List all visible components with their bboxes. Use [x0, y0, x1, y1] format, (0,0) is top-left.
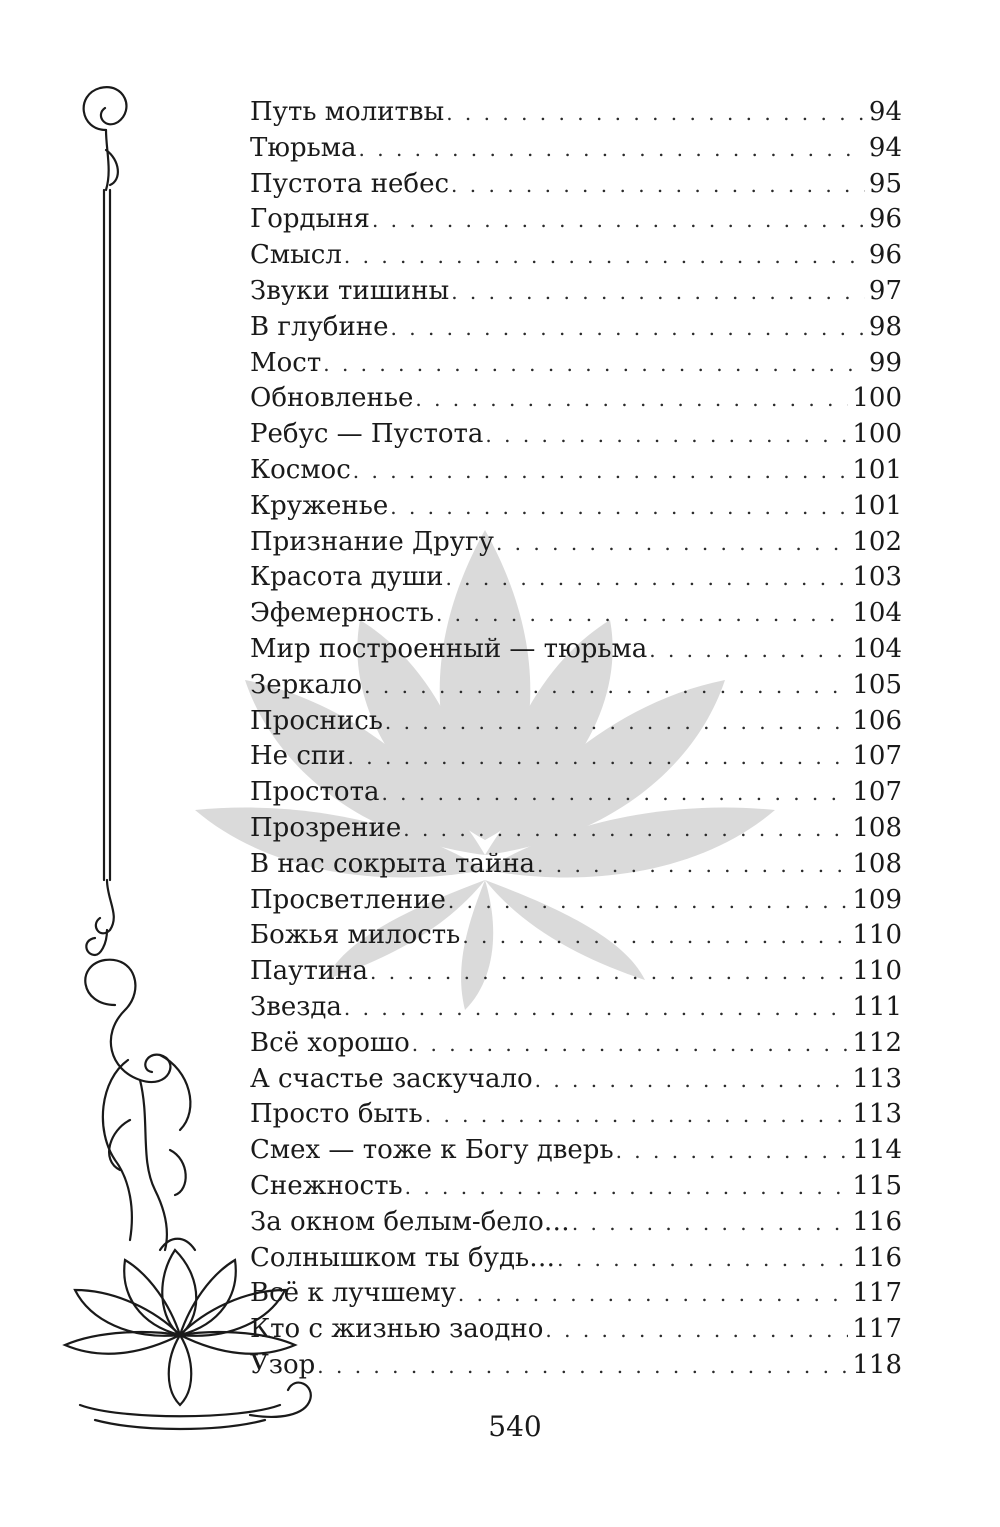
toc-leader-dots — [448, 884, 848, 920]
toc-entry-title: Ребус — Пустота — [250, 419, 484, 450]
toc-leader-dots — [344, 991, 848, 1027]
toc-entry-page: 106 — [852, 705, 902, 736]
toc-entry-title: В нас сокрыта тайна — [250, 848, 536, 879]
toc-entry[interactable] — [250, 811, 902, 847]
toc-leader-dots — [353, 454, 849, 490]
toc-entry-page: 117 — [852, 1278, 902, 1309]
toc-entry-page: 96 — [868, 240, 902, 271]
toc-entry-page: 94 — [868, 97, 902, 127]
toc-entry-page: 108 — [852, 812, 902, 843]
toc-leader-dots — [557, 1242, 848, 1278]
toc-entry-title: Простота — [250, 777, 380, 808]
toc-entry-page: 107 — [852, 741, 902, 772]
toc-entry[interactable] — [250, 1312, 902, 1348]
toc-entry-page: 103 — [852, 562, 902, 593]
toc-entry[interactable] — [250, 202, 902, 238]
toc-entry-title: Эфемерность — [250, 598, 434, 629]
toc-entry-page: 107 — [852, 777, 902, 808]
toc-entry-page: 102 — [852, 526, 902, 557]
toc-entry-title: Космос — [250, 454, 351, 485]
toc-entry-title: А счастье заскучало — [250, 1063, 533, 1094]
toc-entry[interactable] — [250, 238, 902, 274]
toc-entry-title: Просветление — [250, 884, 446, 915]
toc-entry-title: Прозрение — [250, 812, 402, 843]
toc-entry-title: Снежность — [250, 1170, 403, 1201]
toc-entry-page: 100 — [852, 419, 902, 450]
toc-leader-dots — [537, 848, 848, 884]
toc-entry-page: 100 — [852, 383, 902, 414]
toc-entry-title: Проснись — [250, 705, 383, 736]
toc-entry-title: Пустота небес — [250, 168, 450, 199]
toc-entry-title: Всё хорошо — [250, 1027, 410, 1058]
toc-entry[interactable] — [250, 417, 902, 453]
toc-entry-title: Мост — [250, 347, 322, 378]
toc-entry-title: Солнышком ты будь… — [250, 1242, 556, 1273]
toc-entry-title: Красота души — [250, 562, 444, 593]
toc-entry-title: Путь молитвы — [250, 97, 445, 127]
toc-leader-dots — [445, 561, 848, 597]
toc-entry-title: Не спи — [250, 741, 346, 772]
toc-leader-dots — [344, 239, 865, 275]
toc-entry-title: Гордыня — [250, 204, 370, 235]
toc-entry-page: 101 — [852, 454, 902, 485]
toc-entry[interactable] — [250, 1241, 902, 1277]
toc-entry-page: 98 — [868, 311, 902, 342]
toc-entry-page: 108 — [852, 848, 902, 879]
toc-entry-title: Тюрьма — [250, 132, 357, 163]
toc-entry-title: Узор — [250, 1349, 316, 1380]
toc-entry-title: Кто с жизнью заодно — [250, 1314, 544, 1345]
toc-leader-dots — [616, 1134, 849, 1170]
toc-leader-dots — [451, 168, 865, 204]
toc-entry-page: 112 — [852, 1027, 902, 1058]
toc-entry[interactable] — [250, 990, 902, 1026]
toc-entry[interactable] — [250, 596, 902, 632]
toc-entry-title: Всё к лучшему — [250, 1278, 456, 1309]
toc-entry[interactable] — [250, 847, 902, 883]
toc-entry[interactable] — [250, 1205, 902, 1241]
toc-entry-title: Смех — тоже к Богу дверь — [250, 1135, 614, 1166]
toc-entry-page: 94 — [868, 132, 902, 163]
toc-entry-title: Мир построенный — тюрьма — [250, 633, 648, 664]
toc-entry-title: Круженье — [250, 490, 389, 521]
toc-leader-dots — [446, 96, 865, 132]
toc-entry-page: 118 — [852, 1349, 902, 1380]
toc-entry[interactable] — [250, 1133, 902, 1169]
toc-entry-title: Звезда — [250, 991, 342, 1022]
toc-entry-title: Паутина — [250, 956, 369, 987]
toc-leader-dots — [391, 311, 865, 347]
toc-leader-dots — [405, 1170, 849, 1206]
toc-entry-page: 104 — [852, 633, 902, 664]
toc-entry[interactable] — [250, 775, 902, 811]
toc-entry-page: 116 — [852, 1206, 902, 1237]
toc-entry[interactable] — [250, 489, 902, 525]
toc-entry[interactable] — [250, 883, 902, 919]
toc-entry-title: За окном белым-бело… — [250, 1206, 570, 1237]
toc-entry-page: 113 — [852, 1063, 902, 1094]
toc-entry[interactable] — [250, 525, 902, 561]
toc-leader-dots — [359, 132, 865, 168]
toc-leader-dots — [462, 919, 848, 955]
toc-entry-page: 101 — [852, 490, 902, 521]
toc-entry-page: 104 — [852, 598, 902, 629]
toc-entry[interactable] — [250, 918, 902, 954]
toc-entry[interactable] — [250, 1348, 902, 1384]
toc-leader-dots — [381, 776, 848, 812]
toc-entry-page: 114 — [852, 1135, 902, 1166]
toc-entry[interactable] — [250, 274, 902, 310]
toc-entry-page: 111 — [852, 991, 902, 1022]
toc-entry-page: 110 — [852, 920, 902, 951]
toc-leader-dots — [425, 1098, 849, 1134]
toc-leader-dots — [385, 705, 848, 741]
toc-entry-page: 117 — [852, 1314, 902, 1345]
toc-leader-dots — [451, 275, 865, 311]
toc-leader-dots — [370, 955, 848, 991]
toc-entry[interactable] — [250, 310, 902, 346]
toc-entry[interactable] — [250, 1097, 902, 1133]
toc-leader-dots — [545, 1313, 848, 1349]
toc-entry-page: 99 — [868, 347, 902, 378]
toc-entry-title: Смысл — [250, 240, 342, 271]
toc-entry[interactable] — [250, 1276, 902, 1312]
toc-leader-dots — [348, 740, 849, 776]
toc-entry-page: 113 — [852, 1099, 902, 1130]
toc-leader-dots — [403, 812, 848, 848]
toc-leader-dots — [415, 382, 848, 418]
toc-entry[interactable] — [250, 704, 902, 740]
toc-entry-page: 96 — [868, 204, 902, 235]
toc-entry[interactable] — [250, 1062, 902, 1098]
toc-entry-page: 110 — [852, 956, 902, 987]
toc-leader-dots — [364, 669, 848, 705]
toc-entry[interactable] — [250, 1169, 902, 1205]
toc-entry[interactable] — [250, 95, 902, 131]
toc-leader-dots — [317, 1349, 848, 1385]
toc-entry-title: Божья милость — [250, 920, 461, 951]
toc-entry[interactable] — [250, 632, 902, 668]
toc-entry-page: 115 — [852, 1170, 902, 1201]
toc-entry[interactable] — [250, 346, 902, 382]
toc-entry-title: Зеркало — [250, 669, 363, 700]
toc-entry-title: Звуки тишины — [250, 275, 450, 306]
toc-entry[interactable] — [250, 131, 902, 167]
toc-entry-title: Просто быть — [250, 1099, 423, 1130]
toc-entry-title: Признание Другу — [250, 526, 494, 557]
toc-entry-title: В глубине — [250, 311, 389, 342]
toc-entry-page: 116 — [852, 1242, 902, 1273]
toc-leader-dots — [412, 1027, 849, 1063]
toc-entry[interactable] — [250, 167, 902, 203]
toc-entry-page: 97 — [868, 275, 902, 306]
toc-leader-dots — [390, 490, 848, 526]
toc-entry[interactable] — [250, 1026, 902, 1062]
toc-entry[interactable] — [250, 954, 902, 990]
toc-leader-dots — [458, 1277, 848, 1313]
toc-entry-page: 95 — [868, 168, 902, 199]
toc-entry[interactable] — [250, 381, 902, 417]
table-of-contents — [250, 95, 902, 1384]
toc-leader-dots — [572, 1206, 849, 1242]
page-number: 540 — [488, 1410, 542, 1443]
toc-entry-page: 109 — [852, 884, 902, 915]
toc-leader-dots — [372, 203, 865, 239]
toc-entry-page: 105 — [852, 669, 902, 700]
toc-leader-dots — [485, 418, 848, 454]
toc-entry[interactable] — [250, 739, 902, 775]
toc-entry-title: Обновленье — [250, 383, 414, 414]
toc-leader-dots — [535, 1063, 849, 1099]
toc-entry[interactable] — [250, 560, 902, 596]
toc-leader-dots — [649, 633, 848, 669]
toc-entry[interactable] — [250, 453, 902, 489]
toc-leader-dots — [436, 597, 848, 633]
toc-leader-dots — [323, 347, 865, 383]
toc-leader-dots — [496, 526, 848, 562]
toc-entry[interactable] — [250, 668, 902, 704]
